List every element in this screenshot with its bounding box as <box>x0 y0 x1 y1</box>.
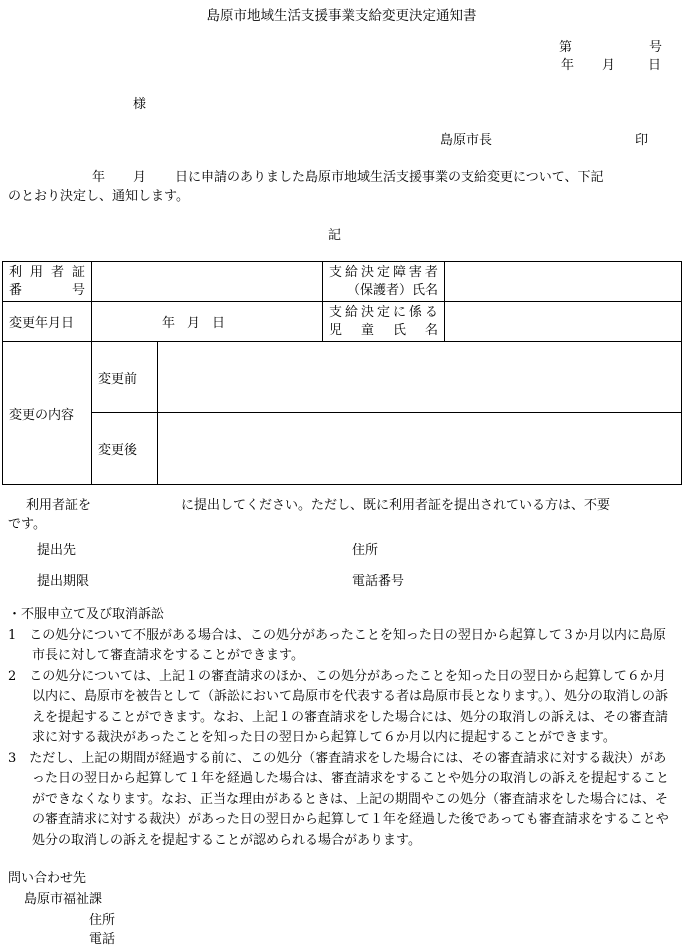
submit-line1-b: に提出してください。ただし、既に利用者証を提出されている方は、不要 <box>181 498 611 513</box>
change-date-value: 年 月 日 <box>92 302 323 342</box>
addressee-suffix: 様 <box>133 97 147 112</box>
after-label: 変更後 <box>92 413 158 485</box>
appeal-item-2: 2 この処分については、上記１の審査請求のほか、この処分があったことを知った日の翌日から起算して６か月以内に、島原市を被告として（訴訟において島原市を代表する者は島原市長となります。）、処分の取消しの訴えを提起することができます。なお、上記１の審査請求をした場合には、処分の取消しの訴えは、その審査請求に対する裁決があったことを知った日の翌日から起算して６か月以内に提起することができます。 <box>8 668 668 745</box>
guardian-label-line1: 支 給 決 定 障 害 者 <box>329 264 438 280</box>
submit-deadline-label: 提出期限 <box>37 574 90 589</box>
contact-department: 島原市福祉課 <box>24 892 103 907</box>
date-day: 日 <box>648 58 662 73</box>
child-label-line2: 児 童 氏 名 <box>329 322 438 338</box>
appeal-item-1: 1 この処分について不服がある場合は、この処分があったことを知った日の翌日から起算して３か月以内に島原市長に対して審査請求をすることができます。 <box>8 627 666 663</box>
appeal-item-3: 3 ただし、上記の期間が経過する前に、この処分（審査請求をした場合には、その審査請求に対する裁決）があった日の翌日から起算して１年を経過した場合は、審査請求をすることや処分の取消しの訴えを提起することができなくなります。なお、正当な理由があるときは、上記の期間やこの処分（審査請求をした場合には、その審査請求に対する裁決）があった日の翌日から起算して１年を経過した後であっても審査請求をすることや処分の取消しの訴えを提起することが認められる場合があります。 <box>8 750 670 848</box>
ki-heading: 記 <box>328 228 342 243</box>
contact-heading: 問い合わせ先 <box>8 871 87 886</box>
before-value <box>158 342 682 413</box>
child-label-line1: 支 給 決 定 に 係 る <box>329 304 438 320</box>
submit-address-label: 住所 <box>352 543 379 558</box>
doc-number-suffix: 号 <box>649 40 663 55</box>
user-id-label-line1: 利 用 者 証 <box>9 264 85 280</box>
change-date-label: 変更年月日 <box>3 302 92 342</box>
submit-line2: です。 <box>8 517 46 532</box>
after-value <box>158 413 682 485</box>
intro-line2: のとおり決定し、通知します。 <box>8 189 189 204</box>
before-label: 変更前 <box>92 342 158 413</box>
doc-number-prefix: 第 <box>559 40 573 55</box>
date-year: 年 <box>561 58 575 73</box>
issuer-seal: 印 <box>635 133 649 148</box>
child-name-value <box>445 302 682 342</box>
guardian-label-line2: （保護者）氏名 <box>346 282 438 298</box>
appeal-section <box>8 605 676 851</box>
user-id-label-line2: 番 号 <box>9 282 85 298</box>
guardian-name-label <box>323 262 445 302</box>
guardian-name-value <box>445 262 682 302</box>
intro-year: 年 <box>92 170 106 185</box>
contact-address-label: 住所 <box>89 913 116 928</box>
decision-table <box>2 261 682 485</box>
date-month: 月 <box>602 58 616 73</box>
document-title: 島原市地域生活支援事業支給変更決定通知書 <box>206 8 477 24</box>
submit-destination-label: 提出先 <box>37 543 77 558</box>
appeal-heading: ・不服申立て及び取消訴訟 <box>8 607 165 622</box>
submit-phone-label: 電話番号 <box>352 574 405 589</box>
intro-month: 月 <box>133 170 147 185</box>
user-id-value <box>92 262 323 302</box>
change-content-label: 変更の内容 <box>3 342 92 485</box>
issuer-name: 島原市長 <box>440 133 493 148</box>
contact-phone-label: 電話 <box>89 932 116 947</box>
user-id-label <box>3 262 92 302</box>
submit-line1-a: 利用者証を <box>26 498 92 513</box>
intro-line1: 日に申請のありました島原市地域生活支援事業の支給変更について、下記 <box>175 170 604 185</box>
child-name-label <box>323 302 445 342</box>
